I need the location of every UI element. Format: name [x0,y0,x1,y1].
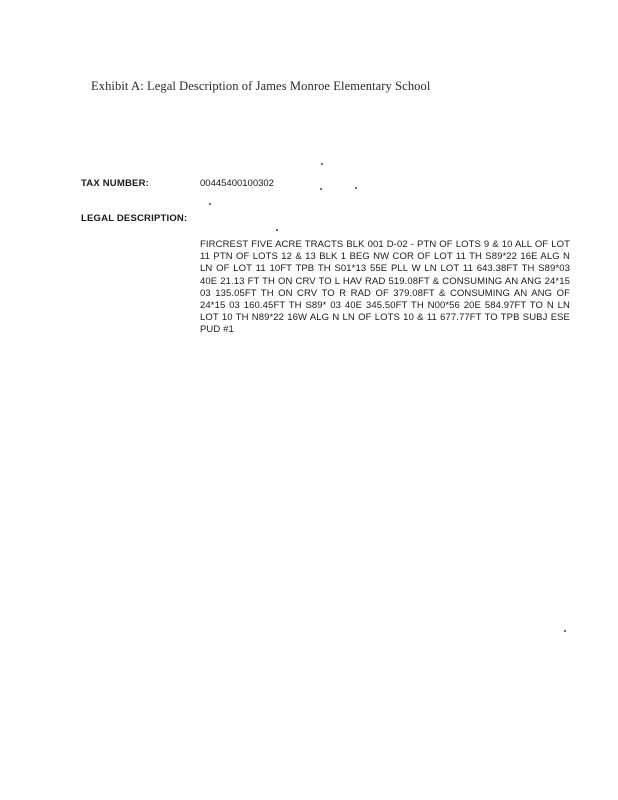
scan-speck [355,187,357,189]
scan-speck [321,163,323,165]
scan-speck [209,203,211,205]
document-title: Exhibit A: Legal Description of James Monroe Elementary School [91,79,431,93]
tax-number-value: 00445400100302 [200,178,274,189]
scan-speck [564,630,566,632]
legal-description-label: LEGAL DESCRIPTION: [81,213,188,224]
tax-number-label: TAX NUMBER: [81,178,149,189]
legal-description-text: FIRCREST FIVE ACRE TRACTS BLK 001 D-02 - PTN OF LOTS 9 & 10 ALL OF LOT 11 PTN OF LOTS 12 & 13 BLK 1 BEG NW COR OF LOT 11 TH S89*22 16E ALG N LN OF LOT 11 10FT TPB TH S01*13 55E PLL W LN LOT 11 643.38FT TH S89*03 40E 21.13 FT TH ON CRV TO L HAV RAD 519.08FT & CONSUMING AN ANG 24*15 03 135.05FT TH ON CRV TO R RAD OF 379.08FT & CONSUMING AN ANG OF 24*15 03 160.45FT TH S89* 03 40E 345.50FT TH N00*56 20E 584.97FT TO N LN LOT 10 TH N89*22 16W ALG N LN OF LOTS 10 & 11 677.77FT TO TPB SUBJ ESE PUD #1 [200,239,570,336]
scan-speck [276,229,278,231]
scan-speck [320,188,322,190]
